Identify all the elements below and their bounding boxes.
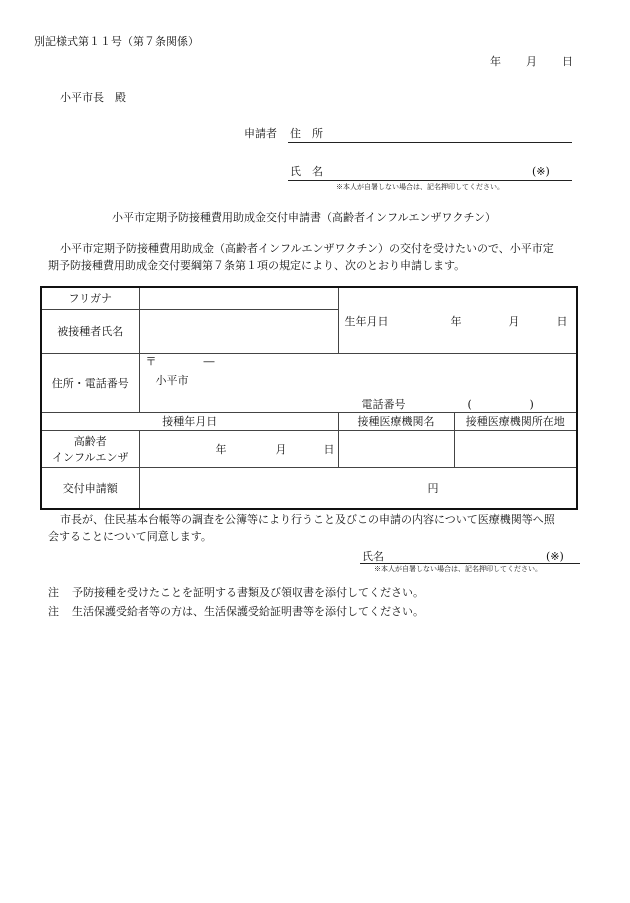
patient-name-label: 被接種者氏名 [41,309,139,353]
intro-line-2: 期予防接種費用助成金交付要綱第７条第１項の規定により、次のとおり申請します。 [48,259,466,272]
amount-field[interactable] [139,467,577,509]
elderly-label-line-2: インフルエンザ [51,450,129,464]
city-label: 小平市 [155,373,189,387]
phone-open-paren: ( [467,397,472,411]
phone-close-paren: ) [529,397,534,411]
address-phone-label: 住所・電話番号 [41,353,139,412]
note-1-text: 予防接種を受けたことを証明する書類及び領収書を添付してください。 [72,586,424,599]
furigana-field[interactable] [139,287,338,309]
phone-label: 電話番号 [361,397,406,411]
date-month-label: 月 [526,55,537,68]
form-number: 別記様式第１１号（第７条関係） [34,35,199,48]
birthdate-label: 生年月日 [344,315,389,329]
institution-location-field[interactable] [454,430,577,467]
note-2-prefix: 注 [48,605,59,618]
birth-year-label: 年 [450,315,462,329]
amount-unit: 円 [427,481,439,495]
vacc-month-label: 月 [275,442,287,456]
application-table [40,286,578,510]
vacc-date-header: 接種年月日 [41,412,338,430]
applicant-seal-note: ※本人が自署しない場合は、記名押印してください。 [336,183,504,191]
postal-dash: ― [203,354,215,368]
date-day-label: 日 [562,55,573,68]
birth-month-label: 月 [508,315,520,329]
consent-line-1: 市長が、住民基本台帳等の調査を公簿等により行うこと及びこの申請の内容について医療機関等へ照 [60,513,555,526]
institution-header: 接種医療機関名 [338,412,454,430]
applicant-seal-mark: (※) [532,165,550,178]
address-phone-field[interactable] [139,353,577,412]
postal-mark: 〒 [145,354,157,368]
consent-name-underline [360,563,580,564]
applicant-label: 申請者 [244,127,277,140]
birthdate-cell [338,287,577,353]
elderly-influenza-label [41,430,139,467]
birth-day-label: 日 [556,315,568,329]
addressee: 小平市長 殿 [60,91,126,104]
consent-name-label: 氏名 [362,550,384,563]
consent-seal-mark: (※) [546,550,564,563]
applicant-address-label: 住 所 [290,127,323,140]
institution-field[interactable] [338,430,454,467]
note-2-text: 生活保護受給者等の方は、生活保護受給証明書等を添付してください。 [72,605,424,618]
elderly-label-line-1: 高齢者 [73,434,107,448]
consent-line-2: 会することについて同意します。 [48,530,212,543]
document-title: 小平市定期予防接種費用助成金交付申請書（高齢者インフルエンザワクチン） [112,211,497,224]
institution-location-header: 接種医療機関所在地 [454,412,577,430]
patient-name-field[interactable] [139,309,338,353]
vacc-year-label: 年 [215,442,227,456]
intro-line-1: 小平市定期予防接種費用助成金（高齢者インフルエンザワクチン）の交付を受けたいので、小平市定 [60,242,554,255]
vacc-day-label: 日 [323,442,335,456]
name-underline [288,180,572,181]
address-underline [288,142,572,143]
furigana-label: フリガナ [41,287,139,309]
vacc-date-field[interactable] [139,430,338,467]
applicant-name-label: 氏 名 [290,165,323,178]
amount-label: 交付申請額 [41,467,139,509]
note-1-prefix: 注 [48,586,59,599]
date-year-label: 年 [490,55,501,68]
consent-seal-note: ※本人が自署しない場合は、記名押印してください。 [374,565,542,573]
